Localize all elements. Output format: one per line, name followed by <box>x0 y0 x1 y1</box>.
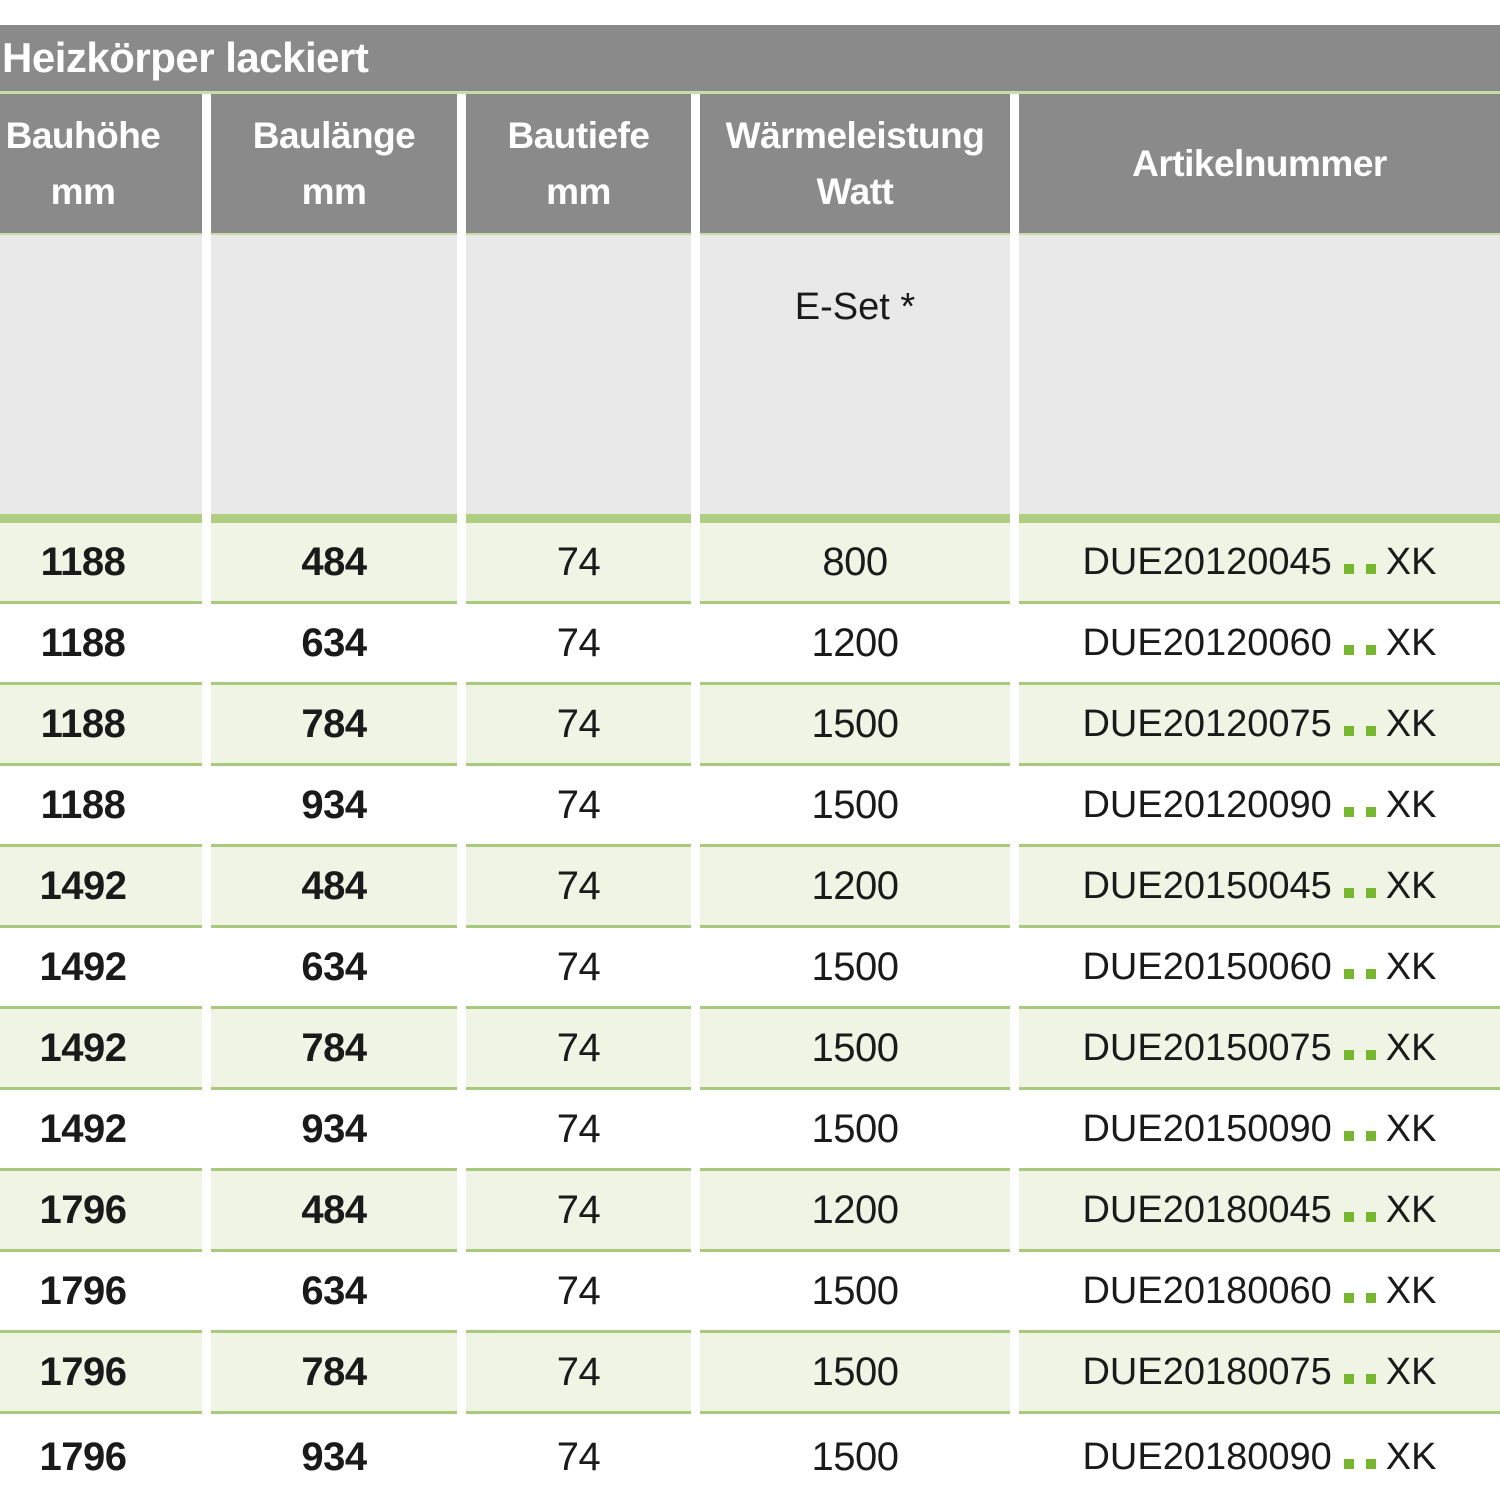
cell-artikelnummer <box>1019 1333 1500 1414</box>
cell-artikelnummer <box>1019 1171 1500 1252</box>
cell-bautiefe: 74 <box>466 685 691 766</box>
article-number <box>1082 622 1436 665</box>
article-number <box>1082 1351 1436 1394</box>
article-prefix: DUE20180060 <box>1082 1269 1332 1312</box>
cell-bauhoehe: 1492 <box>0 928 202 1009</box>
header-label: Artikelnummer <box>1132 142 1387 184</box>
cell-artikelnummer <box>1019 1009 1500 1090</box>
cell-watt: 1200 <box>700 1171 1010 1252</box>
cell-bauhoehe: 1188 <box>0 523 202 604</box>
cell-bautiefe: 74 <box>466 766 691 847</box>
placeholder-dot-icon <box>1344 1374 1354 1384</box>
cell-bauhoehe: 1188 <box>0 766 202 847</box>
header-unit: mm <box>50 170 116 212</box>
cell-watt: 1500 <box>700 1414 1010 1500</box>
cell-bautiefe: 74 <box>466 928 691 1009</box>
cell-watt: 1200 <box>700 847 1010 928</box>
column-baulaenge <box>211 94 457 1500</box>
green-separator-bar <box>211 514 457 523</box>
article-number <box>1082 1027 1436 1070</box>
article-suffix: XK <box>1385 621 1437 664</box>
eset-label: E-Set * <box>794 286 916 328</box>
placeholder-dot-icon <box>1366 1131 1376 1141</box>
article-suffix: XK <box>1385 540 1437 583</box>
header-label: Bautiefe <box>507 114 650 156</box>
column-header-waermeleistung <box>700 94 1010 235</box>
cell-bautiefe: 74 <box>466 604 691 685</box>
cell-baulaenge: 484 <box>211 1171 457 1252</box>
article-suffix: XK <box>1385 1435 1437 1478</box>
cell-baulaenge: 634 <box>211 928 457 1009</box>
article-number <box>1082 1270 1436 1313</box>
cell-baulaenge: 784 <box>211 685 457 766</box>
cell-artikelnummer <box>1019 847 1500 928</box>
column-bauhoehe <box>0 94 202 1500</box>
cell-bauhoehe: 1188 <box>0 604 202 685</box>
article-prefix: DUE20120045 <box>1082 540 1332 583</box>
placeholder-dot-icon <box>1366 1459 1376 1469</box>
subheader-cell <box>466 235 691 514</box>
placeholder-dot-icon <box>1344 1293 1354 1303</box>
placeholder-dot-icon <box>1366 1050 1376 1060</box>
cell-bautiefe: 74 <box>466 1009 691 1090</box>
cell-bautiefe: 74 <box>466 1252 691 1333</box>
cell-bauhoehe: 1796 <box>0 1252 202 1333</box>
article-suffix: XK <box>1385 1188 1437 1231</box>
cell-baulaenge: 934 <box>211 1090 457 1171</box>
placeholder-dot-icon <box>1366 1374 1376 1384</box>
cell-watt: 1500 <box>700 1090 1010 1171</box>
column-header-baulaenge <box>211 94 457 235</box>
article-prefix: DUE20150090 <box>1082 1107 1332 1150</box>
green-separator-bar <box>1019 514 1500 523</box>
article-number <box>1082 1108 1436 1151</box>
cell-baulaenge: 634 <box>211 1252 457 1333</box>
cell-artikelnummer <box>1019 685 1500 766</box>
placeholder-dot-icon <box>1344 726 1354 736</box>
article-suffix: XK <box>1385 1269 1437 1312</box>
page-title: Heizkörper lackiert <box>2 34 369 81</box>
cell-artikelnummer <box>1019 604 1500 685</box>
article-suffix: XK <box>1385 1107 1437 1150</box>
article-suffix: XK <box>1385 1350 1437 1393</box>
article-prefix: DUE20120090 <box>1082 783 1332 826</box>
placeholder-dot-icon <box>1366 564 1376 574</box>
article-prefix: DUE20180045 <box>1082 1188 1332 1231</box>
placeholder-dot-icon <box>1344 1131 1354 1141</box>
subheader-cell-eset <box>700 235 1010 514</box>
cell-artikelnummer <box>1019 766 1500 847</box>
placeholder-dot-icon <box>1344 1212 1354 1222</box>
column-artikelnummer <box>1019 94 1500 1500</box>
article-number <box>1082 703 1436 746</box>
cell-artikelnummer <box>1019 1090 1500 1171</box>
cell-bauhoehe: 1492 <box>0 1009 202 1090</box>
cell-bautiefe: 74 <box>466 1090 691 1171</box>
cell-watt: 800 <box>700 523 1010 604</box>
cell-bautiefe: 74 <box>466 847 691 928</box>
subheader-cell <box>211 235 457 514</box>
placeholder-dot-icon <box>1366 726 1376 736</box>
cell-bauhoehe: 1796 <box>0 1414 202 1500</box>
cell-watt: 1500 <box>700 1009 1010 1090</box>
cell-watt: 1500 <box>700 1333 1010 1414</box>
article-number <box>1082 865 1436 908</box>
placeholder-dot-icon <box>1344 564 1354 574</box>
cell-bauhoehe: 1492 <box>0 1090 202 1171</box>
header-unit: mm <box>546 170 611 212</box>
cell-bauhoehe: 1188 <box>0 685 202 766</box>
cell-bautiefe: 74 <box>466 1171 691 1252</box>
cell-bautiefe: 74 <box>466 1414 691 1500</box>
top-margin <box>0 0 1500 25</box>
article-number <box>1082 784 1436 827</box>
header-label: Baulänge <box>252 114 416 156</box>
cell-watt: 1500 <box>700 928 1010 1009</box>
column-header-bautiefe <box>466 94 691 235</box>
cell-bauhoehe: 1492 <box>0 847 202 928</box>
cell-bauhoehe: 1796 <box>0 1171 202 1252</box>
placeholder-dot-icon <box>1366 969 1376 979</box>
article-prefix: DUE20150060 <box>1082 945 1332 988</box>
subheader-cell <box>1019 235 1500 514</box>
table-title-bar <box>0 25 1500 91</box>
green-separator-bar <box>700 514 1010 523</box>
column-header-bauhoehe <box>0 94 202 235</box>
cell-bautiefe: 74 <box>466 1333 691 1414</box>
header-label: Wärmeleistung <box>725 114 985 156</box>
placeholder-dot-icon <box>1344 807 1354 817</box>
cell-watt: 1200 <box>700 604 1010 685</box>
placeholder-dot-icon <box>1344 645 1354 655</box>
cell-watt: 1500 <box>700 685 1010 766</box>
cell-bauhoehe: 1796 <box>0 1333 202 1414</box>
subheader-cell <box>0 235 202 514</box>
article-number <box>1082 946 1436 989</box>
article-number <box>1082 1189 1436 1232</box>
header-unit: Watt <box>816 170 894 212</box>
cell-artikelnummer <box>1019 523 1500 604</box>
article-prefix: DUE20150045 <box>1082 864 1332 907</box>
placeholder-dot-icon <box>1344 1459 1354 1469</box>
cell-watt: 1500 <box>700 766 1010 847</box>
placeholder-dot-icon <box>1366 888 1376 898</box>
article-prefix: DUE20120060 <box>1082 621 1332 664</box>
cell-artikelnummer <box>1019 1414 1500 1500</box>
spec-table <box>0 94 1500 1500</box>
column-waermeleistung <box>700 94 1010 1500</box>
cell-baulaenge: 934 <box>211 766 457 847</box>
placeholder-dot-icon <box>1366 645 1376 655</box>
cell-artikelnummer <box>1019 1252 1500 1333</box>
placeholder-dot-icon <box>1366 1212 1376 1222</box>
article-suffix: XK <box>1385 864 1437 907</box>
header-unit: mm <box>301 170 367 212</box>
cell-baulaenge: 634 <box>211 604 457 685</box>
article-suffix: XK <box>1385 783 1437 826</box>
cell-baulaenge: 484 <box>211 847 457 928</box>
article-prefix: DUE20180090 <box>1082 1435 1332 1478</box>
header-label: Bauhöhe <box>5 114 161 156</box>
article-suffix: XK <box>1385 702 1437 745</box>
green-separator-bar <box>0 514 202 523</box>
article-suffix: XK <box>1385 1026 1437 1069</box>
cell-baulaenge: 934 <box>211 1414 457 1500</box>
cell-baulaenge: 784 <box>211 1009 457 1090</box>
column-header-artikelnummer <box>1019 94 1500 235</box>
cell-watt: 1500 <box>700 1252 1010 1333</box>
article-prefix: DUE20150075 <box>1082 1026 1332 1069</box>
placeholder-dot-icon <box>1344 1050 1354 1060</box>
article-prefix: DUE20180075 <box>1082 1350 1332 1393</box>
cell-bautiefe: 74 <box>466 523 691 604</box>
green-separator-bar <box>466 514 691 523</box>
placeholder-dot-icon <box>1344 969 1354 979</box>
placeholder-dot-icon <box>1366 807 1376 817</box>
article-suffix: XK <box>1385 945 1437 988</box>
placeholder-dot-icon <box>1366 1293 1376 1303</box>
article-number <box>1082 541 1436 584</box>
placeholder-dot-icon <box>1344 888 1354 898</box>
cell-baulaenge: 784 <box>211 1333 457 1414</box>
cell-artikelnummer <box>1019 928 1500 1009</box>
column-bautiefe <box>466 94 691 1500</box>
article-prefix: DUE20120075 <box>1082 702 1332 745</box>
cell-baulaenge: 484 <box>211 523 457 604</box>
article-number <box>1082 1436 1436 1479</box>
